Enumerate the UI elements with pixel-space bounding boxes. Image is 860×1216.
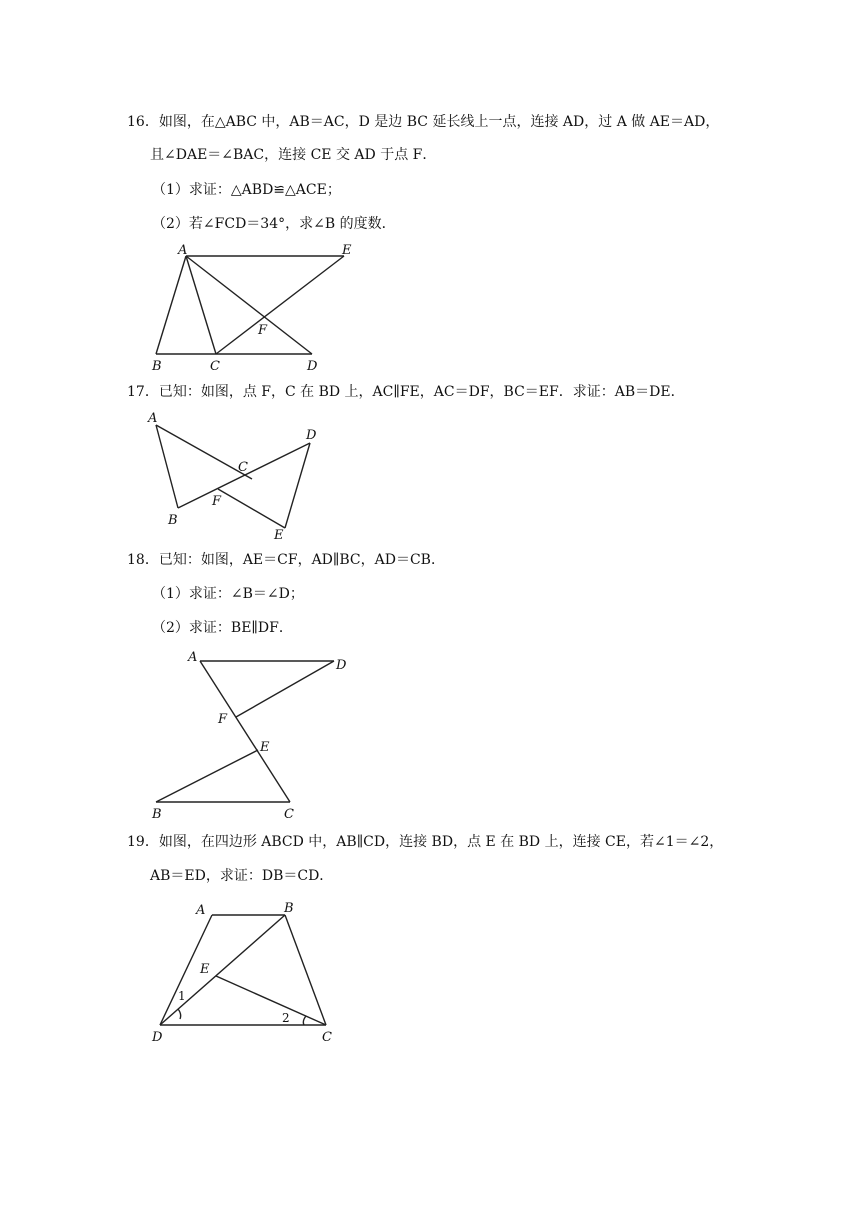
q19-label-b: B	[284, 901, 294, 916]
q18-segment-eb	[156, 750, 258, 802]
q17-label-a: A	[148, 411, 158, 426]
q18-label-c: C	[284, 807, 294, 822]
q16-part2: （2）若∠FCD＝34°，求∠B 的度数．	[152, 216, 396, 232]
q16-label-f: F	[258, 323, 268, 338]
q19-angle-2-arc	[303, 1016, 306, 1025]
q17-label-c: C	[238, 460, 248, 475]
q16-part1: （1）求证：△ABD≌△ACE；	[152, 182, 341, 198]
q16-segment-ce	[216, 256, 344, 354]
q19-text-line1: 19．如图，在四边形 ABCD 中，AB∥CD，连接 BD，点 E 在 BD 上，连接 CE，若∠1＝∠2，	[127, 834, 724, 850]
q16-text-line2: 且∠DAE＝∠BAC，连接 CE 交 AD 于点 F．	[150, 147, 437, 163]
q19-label-c: C	[322, 1030, 332, 1045]
q19-segment-bc	[285, 915, 326, 1025]
q18-label-d: D	[336, 658, 347, 673]
q16-label-d: D	[307, 359, 318, 374]
q16-label-e: E	[342, 243, 352, 258]
q18-segment-ac	[200, 661, 290, 802]
q17-segment-de	[285, 443, 310, 528]
q18-label-b: B	[152, 807, 162, 822]
q18-figure	[140, 645, 360, 825]
q17-label-f: F	[212, 494, 222, 509]
q17-segment-fe	[218, 489, 285, 528]
q17-figure	[140, 405, 340, 545]
q19-figure	[140, 895, 360, 1055]
q17-label-d: D	[306, 428, 317, 443]
q18-part2: （2）求证：BE∥DF．	[152, 620, 293, 636]
q18-part1: （1）求证：∠B＝∠D；	[152, 586, 304, 602]
q16-figure	[140, 238, 380, 378]
q17-segment-bd	[178, 443, 310, 508]
q16-segment-ac	[186, 256, 216, 354]
q17-label-e: E	[274, 528, 284, 543]
q18-label-a: A	[188, 650, 198, 665]
q19-label-angle-1: 1	[178, 989, 186, 1003]
q18-segment-df	[236, 661, 334, 717]
q19-angle-1-arc	[178, 1009, 181, 1019]
q19-label-d: D	[152, 1030, 163, 1045]
q19-label-e: E	[200, 962, 210, 977]
q16-text-line1: 16．如图，在△ABC 中，AB＝AC，D 是边 BC 延长线上一点，连接 AD，过 A 做 AE＝AD，	[127, 114, 720, 130]
q16-label-b: B	[152, 359, 162, 374]
q17-segment-ab	[156, 425, 178, 508]
q19-label-a: A	[196, 903, 206, 918]
q19-segment-ec	[216, 976, 326, 1025]
q18-text-line1: 18．已知：如图，AE＝CF，AD∥BC，AD＝CB．	[127, 552, 445, 568]
q17-label-b: B	[168, 513, 178, 528]
q18-label-f: F	[218, 712, 228, 727]
q19-label-angle-2: 2	[282, 1011, 290, 1025]
q16-segment-ad	[186, 256, 312, 354]
q16-label-a: A	[178, 243, 188, 258]
q16-label-c: C	[210, 359, 220, 374]
q17-text-line1: 17．已知：如图，点 F，C 在 BD 上，AC∥FE，AC＝DF，BC＝EF．求证：AB＝DE．	[127, 384, 685, 400]
q18-label-e: E	[260, 740, 270, 755]
q16-segment-ab	[156, 256, 186, 354]
q19-text-line2: AB＝ED，求证：DB＝CD．	[150, 868, 334, 884]
q19-segment-bd	[160, 915, 285, 1025]
